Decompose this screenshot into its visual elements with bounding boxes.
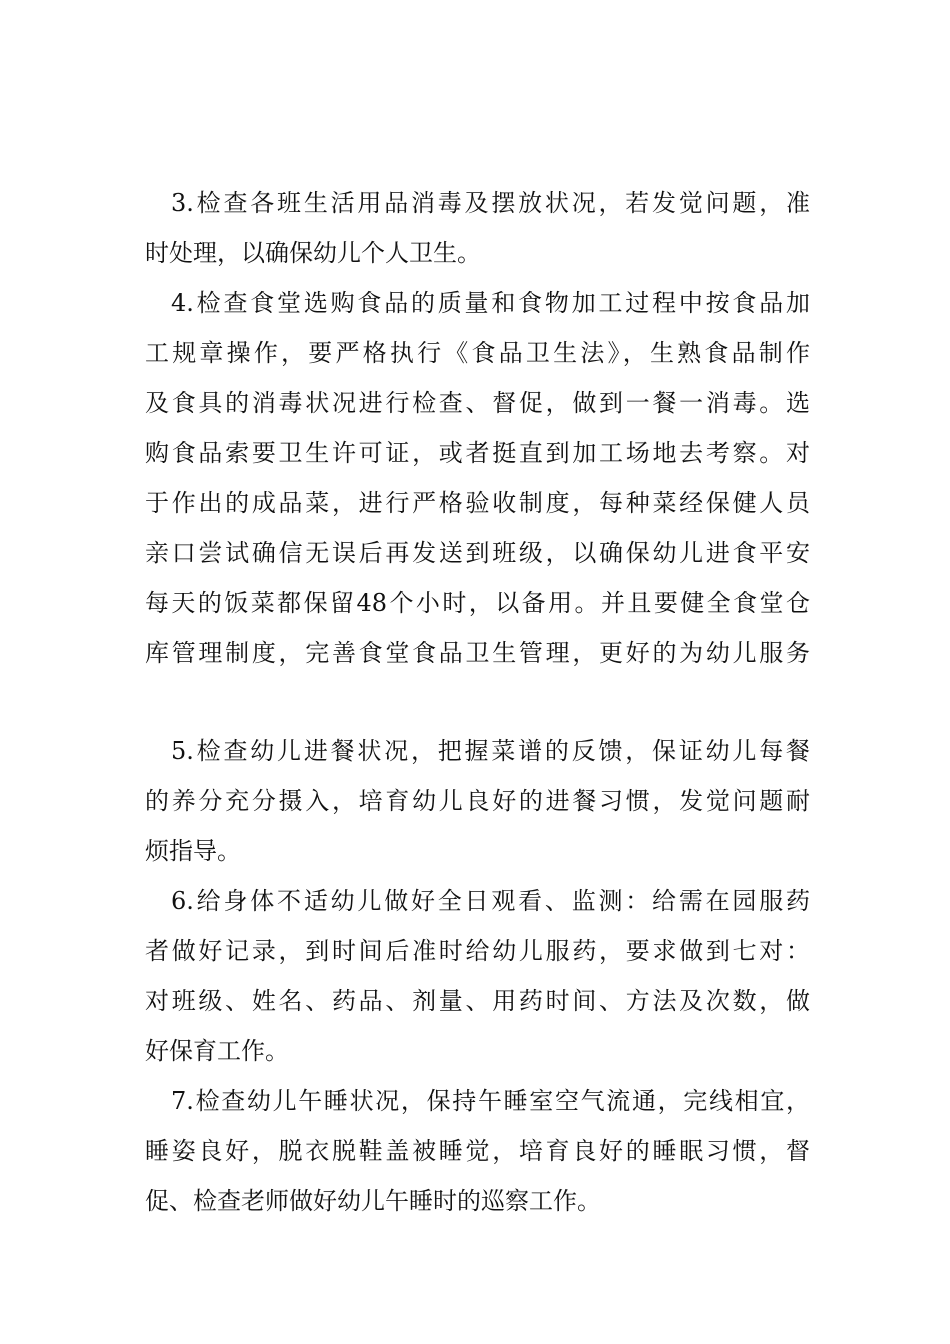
paragraph-item-4	[145, 278, 810, 678]
text-line: 者做好记录，到时间后准时给幼儿服药，要求做到七对：	[145, 937, 810, 965]
text-line: 亲口尝试确信无误后再发送到班级，以确保幼儿进食平安	[145, 539, 810, 567]
text-line: 促、检查老师做好幼儿午睡时的巡察工作。	[145, 1187, 601, 1215]
document-body	[145, 178, 810, 1226]
text-line: 及食具的消毒状况进行检查、督促，做到一餐一消毒。选	[145, 389, 810, 417]
text-line: 烦指导。	[145, 837, 241, 865]
text-line: 工规章操作，要严格执行《食品卫生法》，生熟食品制作	[145, 339, 810, 367]
text-line: 于作出的成品菜，进行严格验收制度，每种菜经保健人员	[145, 489, 810, 517]
text-line: 库管理制度，完善食堂食品卫生管理，更好的为幼儿服务	[145, 639, 810, 667]
paragraph-gap	[145, 678, 810, 726]
text-line: 4.检查食堂选购食品的质量和食物加工过程中按食品加	[171, 289, 810, 317]
paragraph-item-5	[145, 726, 810, 876]
paragraph-item-7	[145, 1076, 810, 1226]
text-line: 3.检查各班生活用品消毒及摆放状况，若发觉问题，准	[171, 189, 810, 217]
text-line: 好保育工作。	[145, 1037, 289, 1065]
text-line: 的养分充分摄入，培育幼儿良好的进餐习惯，发觉问题耐	[145, 787, 810, 815]
text-line: 睡姿良好，脱衣脱鞋盖被睡觉，培育良好的睡眠习惯，督	[145, 1137, 810, 1165]
text-line: 购食品索要卫生许可证，或者挺直到加工场地去考察。对	[145, 439, 810, 467]
text-line: 7.检查幼儿午睡状况，保持午睡室空气流通，完线相宜，	[171, 1087, 810, 1115]
text-line: 每天的饭菜都保留48个小时，以备用。并且要健全食堂仓	[145, 589, 810, 617]
paragraph-item-6	[145, 876, 810, 1076]
paragraph-item-3	[145, 178, 810, 278]
text-line: 6.给身体不适幼儿做好全日观看、监测：给需在园服药	[171, 887, 810, 915]
text-line: 5.检查幼儿进餐状况，把握菜谱的反馈，保证幼儿每餐	[171, 737, 810, 765]
text-line: 时处理，以确保幼儿个人卫生。	[145, 239, 481, 267]
text-line: 对班级、姓名、药品、剂量、用药时间、方法及次数，做	[145, 987, 810, 1015]
